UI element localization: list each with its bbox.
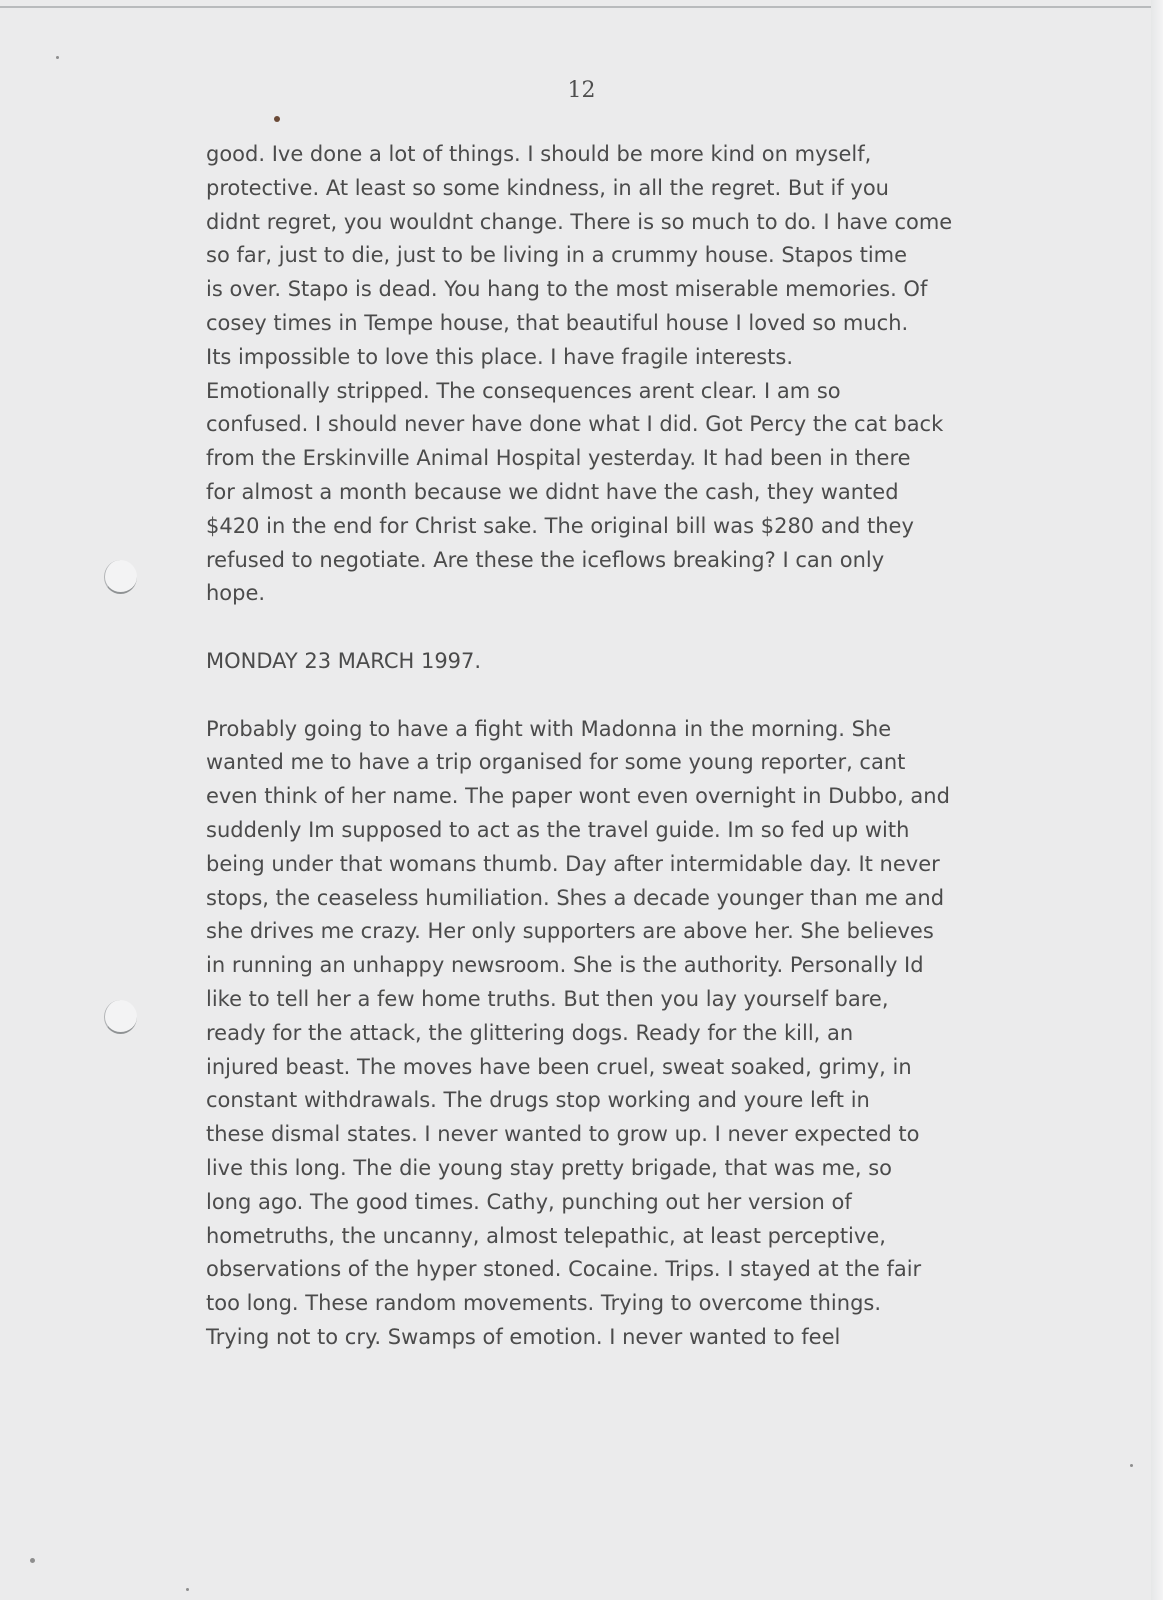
scan-right-edge bbox=[1151, 0, 1163, 1600]
text-line: so far, just to die, just to be living in a crummy house. Stapos time bbox=[206, 243, 908, 268]
text-line: constant withdrawals. The drugs stop working and youre left in bbox=[206, 1088, 870, 1113]
diary-text bbox=[206, 138, 1036, 1355]
scan-speck bbox=[1130, 1464, 1133, 1467]
text-line: she drives me crazy. Her only supporters are above her. She believes bbox=[206, 919, 934, 944]
text-line: stops, the ceaseless humiliation. Shes a decade younger than me and bbox=[206, 885, 945, 910]
text-line: being under that womans thumb. Day after intermidable day. It never bbox=[206, 851, 940, 876]
text-line: cosey times in Tempe house, that beautiful house I loved so much. bbox=[206, 310, 909, 335]
text-line: too long. These random movements. Trying to overcome things. bbox=[206, 1291, 882, 1316]
scan-speck bbox=[186, 1588, 189, 1591]
punch-hole bbox=[104, 1000, 137, 1034]
text-line: these dismal states. I never wanted to grow up. I never expected to bbox=[206, 1122, 920, 1147]
text-line: in running an unhappy newsroom. She is the authority. Personally Id bbox=[206, 953, 924, 978]
text-line: good. Ive done a lot of things. I should be more kind on myself, bbox=[206, 142, 872, 166]
text-line: Emotionally stripped. The consequences arent clear. I am so bbox=[206, 378, 841, 403]
text-line: is over. Stapo is dead. You hang to the most miserable memories. Of bbox=[206, 277, 928, 302]
text-line: hope. bbox=[206, 581, 266, 606]
scan-top-edge bbox=[0, 6, 1163, 8]
punch-hole bbox=[104, 560, 137, 594]
text-line: protective. At least so some kindness, in all the regret. But if you bbox=[206, 175, 889, 200]
text-line: wanted me to have a trip organised for some young reporter, cant bbox=[206, 750, 906, 775]
text-line: live this long. The die young stay pretty brigade, that was me, so bbox=[206, 1155, 892, 1180]
ink-dot bbox=[274, 116, 280, 122]
text-line: long ago. The good times. Cathy, punching out her version of bbox=[206, 1189, 852, 1214]
text-line: didnt regret, you wouldnt change. There is so much to do. I have come bbox=[206, 209, 953, 234]
paragraph-2 bbox=[206, 713, 1036, 1355]
text-line: hometruths, the uncanny, almost telepathic, at least perceptive, bbox=[206, 1223, 886, 1248]
scan-speck bbox=[30, 1558, 35, 1563]
paragraph-1 bbox=[206, 138, 1036, 611]
text-line: from the Erskinville Animal Hospital yesterday. It had been in there bbox=[206, 446, 911, 471]
scan-speck bbox=[56, 56, 59, 59]
text-line: $420 in the end for Christ sake. The original bill was $280 and they bbox=[206, 513, 914, 538]
text-line: for almost a month because we didnt have the cash, they wanted bbox=[206, 479, 899, 504]
text-line: suddenly Im supposed to act as the travel guide. Im so fed up with bbox=[206, 817, 910, 842]
text-line: like to tell her a few home truths. But then you lay yourself bare, bbox=[206, 986, 889, 1011]
text-line: ready for the attack, the glittering dogs. Ready for the kill, an bbox=[206, 1020, 854, 1045]
text-line: even think of her name. The paper wont even overnight in Dubbo, and bbox=[206, 784, 950, 809]
text-line: confused. I should never have done what I did. Got Percy the cat back bbox=[206, 412, 944, 437]
text-line: Trying not to cry. Swamps of emotion. I never wanted to feel bbox=[206, 1324, 841, 1349]
text-line: Its impossible to love this place. I have fragile interests. bbox=[206, 344, 794, 369]
text-line: observations of the hyper stoned. Cocaine. Trips. I stayed at the fair bbox=[206, 1257, 922, 1282]
text-line: Probably going to have a fight with Madonna in the morning. She bbox=[206, 716, 892, 741]
page-number: 12 bbox=[567, 78, 596, 103]
text-line: refused to negotiate. Are these the iceflows breaking? I can only bbox=[206, 547, 885, 572]
date-heading: MONDAY 23 MARCH 1997. bbox=[206, 648, 482, 673]
text-line: injured beast. The moves have been cruel, sweat soaked, grimy, in bbox=[206, 1054, 912, 1079]
